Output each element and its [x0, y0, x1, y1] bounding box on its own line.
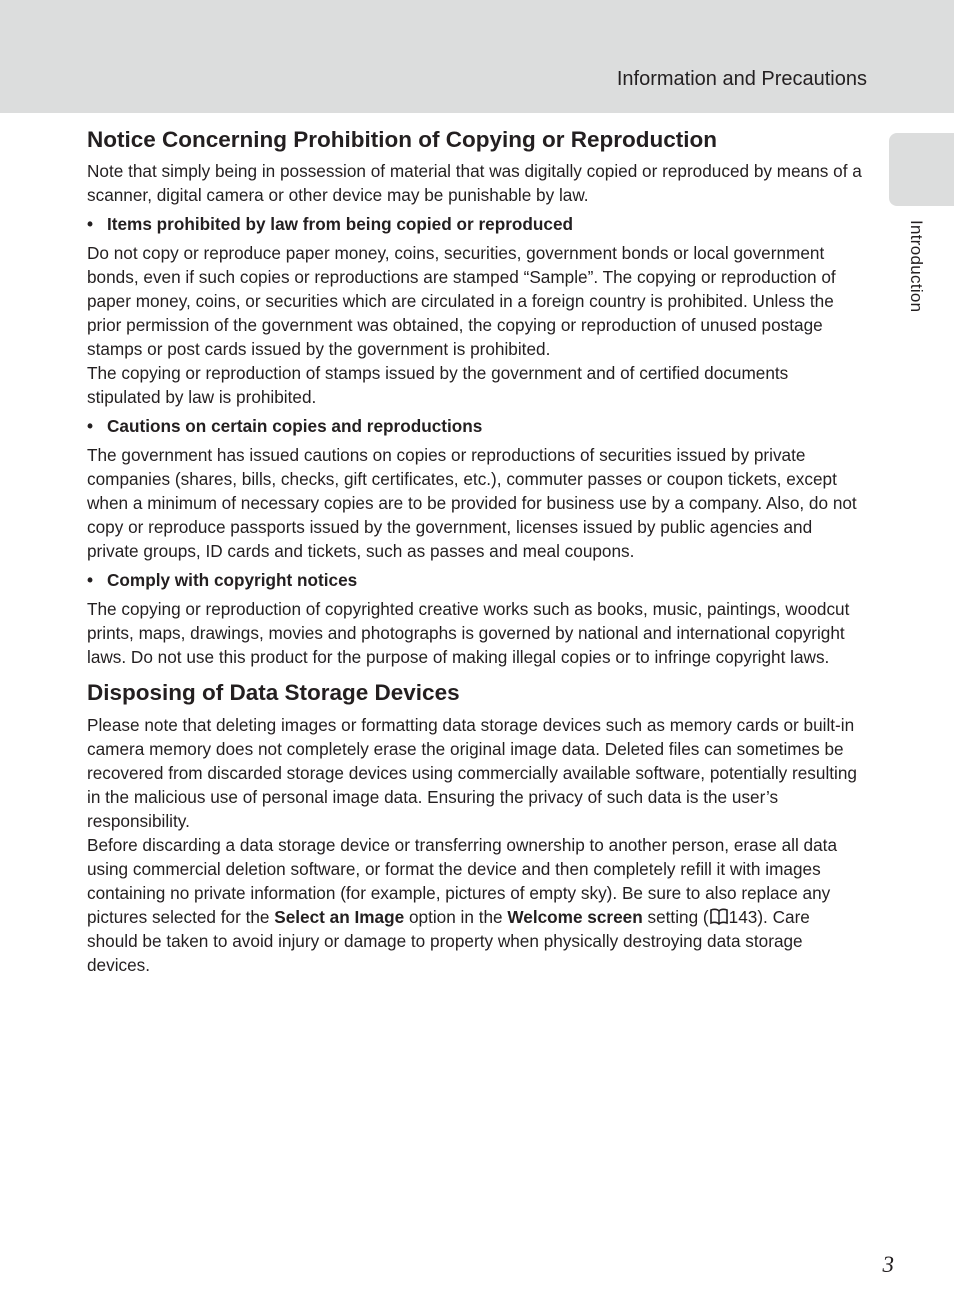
bullet-heading-prohibited-items — [87, 212, 865, 236]
prohibited-stamps-paragraph: The copying or reproduction of stamps issued by the government and of certified documents stipulated by law is prohibited. — [87, 363, 789, 407]
discarding-paragraph — [87, 833, 865, 977]
copyright-paragraph: The copying or reproduction of copyrighted creative works such as books, music, paintings, woodcut prints, maps, drawings, movies and photographs is governed by national and international copyright laws. Do not use this product for the purpose of making illegal copies or to infringe copyright laws. — [87, 599, 850, 667]
discarding-text: ). Care should be taken to avoid injury or damage to property when physically destroying data storage devices. — [87, 907, 810, 975]
page-number: 3 — [882, 1252, 894, 1277]
select-image-option-label: Select an Image — [274, 907, 405, 927]
bullet-heading-text: Cautions on certain copies and reproductions — [107, 416, 483, 436]
copying-intro-paragraph: Note that simply being in possession of material that was digitally copied or reproduced by means of a scanner, digital camera or other device may be punishable by law. — [87, 161, 862, 205]
chapter-side-label: Introduction — [907, 220, 926, 313]
cautions-paragraph: The government has issued cautions on copies or reproductions of securities issued by private companies (shares, bills, checks, gift certificates, etc.), commuter passes or coupon tickets, except when a minimum of necessary copies are to be provided for business use by a company. Also, do not copy or reproduce passports issued by the government, licenses issued by public agencies and private groups, ID cards and tickets, such as passes and meal coupons. — [87, 445, 857, 561]
chapter-side-tab — [889, 133, 954, 206]
running-header-title: Information and Precautions — [616, 68, 867, 90]
bullet-dot: • — [87, 214, 94, 234]
bullet-heading-copyright — [87, 568, 865, 592]
book-reference-icon — [709, 907, 729, 924]
header-band — [0, 0, 954, 113]
bullet-dot: • — [87, 416, 94, 436]
disposing-paragraph: Please note that deleting images or formatting data storage devices such as memory cards or built-in camera memory does not completely erase the original image data. Deleted files can sometimes be recovered from discarded storage devices using commercially available software, potentially resulting in the malicious use of personal image data. Ensuring the privacy of such data is the user’s responsibility. — [87, 715, 857, 831]
welcome-screen-option-label: Welcome screen — [507, 907, 643, 927]
page-reference[interactable]: 143 — [728, 907, 758, 927]
section-heading-disposing: Disposing of Data Storage Devices — [87, 680, 460, 705]
discarding-text: Before discarding a data storage device or transferring ownership to another person, erase all data using commercial deletion software, or format the device and then completely refill it with images containing no private information (for example, pictures of empty sky). Be sure to also replace any pictures selected for the — [87, 835, 838, 927]
bullet-heading-text: Comply with copyright notices — [107, 570, 358, 590]
prohibited-items-paragraph: Do not copy or reproduce paper money, coins, securities, government bonds or local government bonds, even if such copies or reproductions are stamped “Sample”. The copying or reproduction of paper money, coins, or securities which are circulated in a foreign country is prohibited. Unless the prior permission of the government was obtained, the copying or reproduction of unused postage stamps or post cards issued by the government is prohibited. — [87, 243, 836, 359]
section-heading-copying: Notice Concerning Prohibition of Copying or Reproduction — [87, 127, 717, 152]
page-content — [87, 124, 865, 977]
bullet-dot: • — [87, 570, 94, 590]
bullet-heading-text: Items prohibited by law from being copied or reproduced — [107, 214, 574, 234]
bullet-heading-cautions — [87, 414, 865, 438]
discarding-text: setting ( — [642, 907, 709, 927]
discarding-text: option in the — [404, 907, 508, 927]
